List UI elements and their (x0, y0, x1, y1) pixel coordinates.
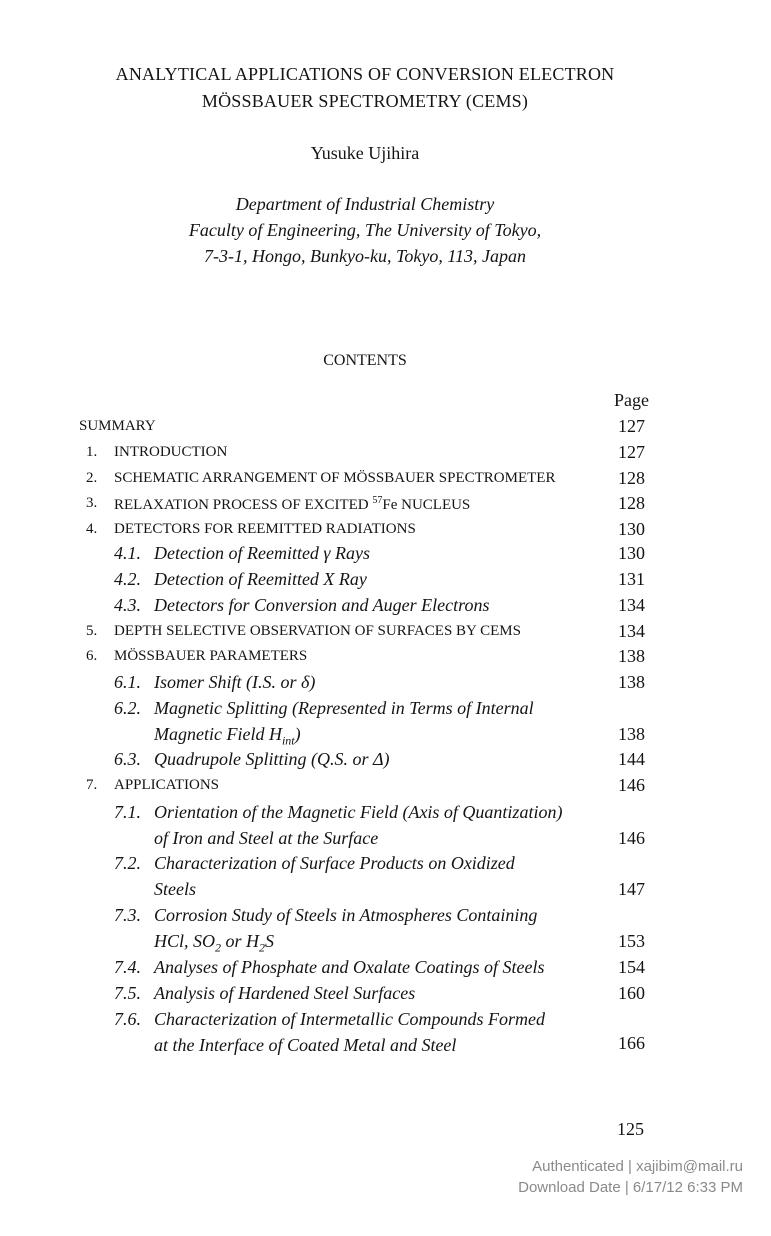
toc-entry-3 (0, 493, 771, 517)
toc-entry-text-line-1: Characterization of Intermetallic Compounds Formed (154, 1009, 545, 1029)
authentication-stamp: Authenticated | xajibim@mail.ru (532, 1158, 743, 1175)
toc-entry-text-line-2 (154, 931, 274, 956)
toc-entry-number: 7.6. (114, 1009, 141, 1029)
paper-title-line-2: MÖSSBAUER SPECTROMETRY (CEMS) (201, 91, 529, 111)
subscript: 2 (215, 940, 222, 955)
toc-entry-6 (0, 646, 771, 670)
toc-entry-number: 6.3. (114, 749, 141, 769)
toc-entry-number: 1. (86, 444, 98, 460)
toc-entry-page: 166 (618, 1033, 645, 1053)
author-name: Yusuke Ujihira (310, 143, 420, 163)
toc-entry-4-2 (0, 569, 771, 593)
toc-entry-number: 7.4. (114, 957, 141, 977)
toc-entry-number: 4.1. (114, 543, 141, 563)
toc-entry-text: Detection of Reemitted X Ray (154, 569, 367, 589)
toc-entry-7-5 (0, 983, 771, 1007)
toc-entry-text: MÖSSBAUER PARAMETERS (114, 648, 308, 664)
toc-entry-page: 127 (618, 416, 645, 436)
toc-entry-page: 147 (618, 879, 645, 899)
page-column-heading: Page (614, 390, 649, 410)
paper-title-line-1: ANALYTICAL APPLICATIONS OF CONVERSION ELECTRON (115, 64, 615, 84)
toc-entry-page: 146 (618, 828, 645, 848)
toc-entry-text-part: HCl, SO (154, 931, 216, 951)
toc-entry-summary (0, 416, 771, 440)
toc-entry-7-2 (0, 853, 771, 899)
toc-entry-page: 134 (618, 595, 645, 615)
toc-entry-text: Analyses of Phosphate and Oxalate Coatings of Steels (154, 957, 545, 977)
toc-entry-number: 6.1. (114, 672, 141, 692)
toc-entry-1 (0, 442, 771, 466)
toc-entry-text: Analysis of Hardened Steel Surfaces (154, 983, 416, 1003)
toc-entry-text-line-2: at the Interface of Coated Metal and Steel (154, 1035, 457, 1055)
toc-entry-number: 3. (86, 495, 98, 511)
toc-entry-5 (0, 621, 771, 645)
toc-entry-page: 138 (618, 724, 645, 744)
toc-entry-page: 144 (618, 749, 645, 769)
toc-entry-page: 138 (618, 646, 645, 666)
toc-entry-text-part: ) (294, 724, 301, 744)
toc-entry-7-1 (0, 802, 771, 848)
toc-entry-page: 128 (618, 493, 645, 513)
toc-entry-text: SCHEMATIC ARRANGEMENT OF MÖSSBAUER SPECTROMETER (114, 470, 556, 486)
affiliation-line-2: Faculty of Engineering, The University of Tokyo, (188, 220, 542, 240)
toc-entry-text-line-1: Characterization of Surface Products on Oxidized (154, 853, 515, 873)
toc-entry-text: DETECTORS FOR REEMITTED RADIATIONS (114, 521, 416, 537)
toc-entry-text-line-2: of Iron and Steel at the Surface (154, 828, 379, 848)
toc-entry-text-part: S (265, 931, 275, 951)
toc-entry-number: 5. (86, 623, 98, 639)
toc-entry-text-part: Fe NUCLEUS (382, 497, 471, 513)
toc-entry-page: 134 (618, 621, 645, 641)
toc-entry-page: 138 (618, 672, 645, 692)
toc-entry-4-1 (0, 543, 771, 567)
toc-entry-number: 7.1. (114, 802, 141, 822)
toc-entry-number: 7.3. (114, 905, 141, 925)
toc-entry-page: 130 (618, 519, 645, 539)
toc-entry-6-1 (0, 672, 771, 696)
toc-entry-4 (0, 519, 771, 543)
toc-entry-page: 146 (618, 775, 645, 795)
toc-entry-6-2 (0, 698, 771, 748)
affiliation-line-3: 7-3-1, Hongo, Bunkyo-ku, Tokyo, 113, Japan (204, 246, 526, 266)
toc-entry-page: 130 (618, 543, 645, 563)
toc-entry-7-3 (0, 905, 771, 955)
toc-entry-text-part: RELAXATION PROCESS OF EXCITED (114, 497, 373, 513)
toc-entry-text: Detectors for Conversion and Auger Electrons (154, 595, 490, 615)
toc-entry-number: 4.3. (114, 595, 141, 615)
subscript: 2 (259, 940, 266, 955)
toc-entry-number: 6.2. (114, 698, 141, 718)
toc-entry-text: Isomer Shift (I.S. or δ) (154, 672, 316, 692)
toc-entry-text: Detection of Reemitted γ Rays (154, 543, 371, 563)
toc-entry-number: 2. (86, 470, 98, 486)
toc-entry-page: 154 (618, 957, 645, 977)
toc-entry-page: 131 (618, 569, 645, 589)
toc-entry-text-part: or H (221, 931, 260, 951)
toc-entry-7-6 (0, 1009, 771, 1055)
toc-entry-number: 7.2. (114, 853, 141, 873)
isotope-superscript: 57 (372, 495, 383, 506)
toc-entry-page: 160 (618, 983, 645, 1003)
toc-entry-text: DEPTH SELECTIVE OBSERVATION OF SURFACES BY CEMS (114, 623, 521, 639)
toc-entry-4-3 (0, 595, 771, 619)
toc-entry-number: 7.5. (114, 983, 141, 1003)
toc-entry-text: SUMMARY (79, 418, 156, 434)
toc-entry-number: 4. (86, 521, 98, 537)
toc-entry-text-line-2: Steels (154, 879, 196, 899)
toc-entry-7 (0, 775, 771, 799)
toc-entry-text-line-2 (154, 724, 301, 749)
toc-entry-number: 6. (86, 648, 98, 664)
contents-heading: CONTENTS (323, 352, 407, 369)
toc-entry-text-line-1: Orientation of the Magnetic Field (Axis of Quantization) (154, 802, 563, 822)
subscript: int (281, 733, 295, 748)
toc-entry-text: INTRODUCTION (114, 444, 228, 460)
page-number: 125 (617, 1119, 644, 1139)
download-date-stamp: Download Date | 6/17/12 6:33 PM (518, 1179, 743, 1196)
affiliation-line-1: Department of Industrial Chemistry (235, 194, 495, 214)
toc-entry-page: 128 (618, 468, 645, 488)
toc-entry-number: 4.2. (114, 569, 141, 589)
toc-entry-text-part: Magnetic Field H (154, 724, 282, 744)
toc-entry-text: APPLICATIONS (114, 777, 220, 793)
toc-entry-text: Quadrupole Splitting (Q.S. or Δ) (154, 749, 390, 769)
toc-entry-text-line-1: Magnetic Splitting (Represented in Terms of Internal (154, 698, 534, 718)
toc-entry-2 (0, 468, 771, 492)
toc-entry-6-3 (0, 749, 771, 773)
toc-entry-7-4 (0, 957, 771, 981)
toc-entry-number: 7. (86, 777, 98, 793)
toc-entry-text (114, 495, 470, 514)
toc-entry-page: 153 (618, 931, 645, 951)
toc-entry-page: 127 (618, 442, 645, 462)
toc-entry-text-line-1: Corrosion Study of Steels in Atmospheres Containing (154, 905, 538, 925)
